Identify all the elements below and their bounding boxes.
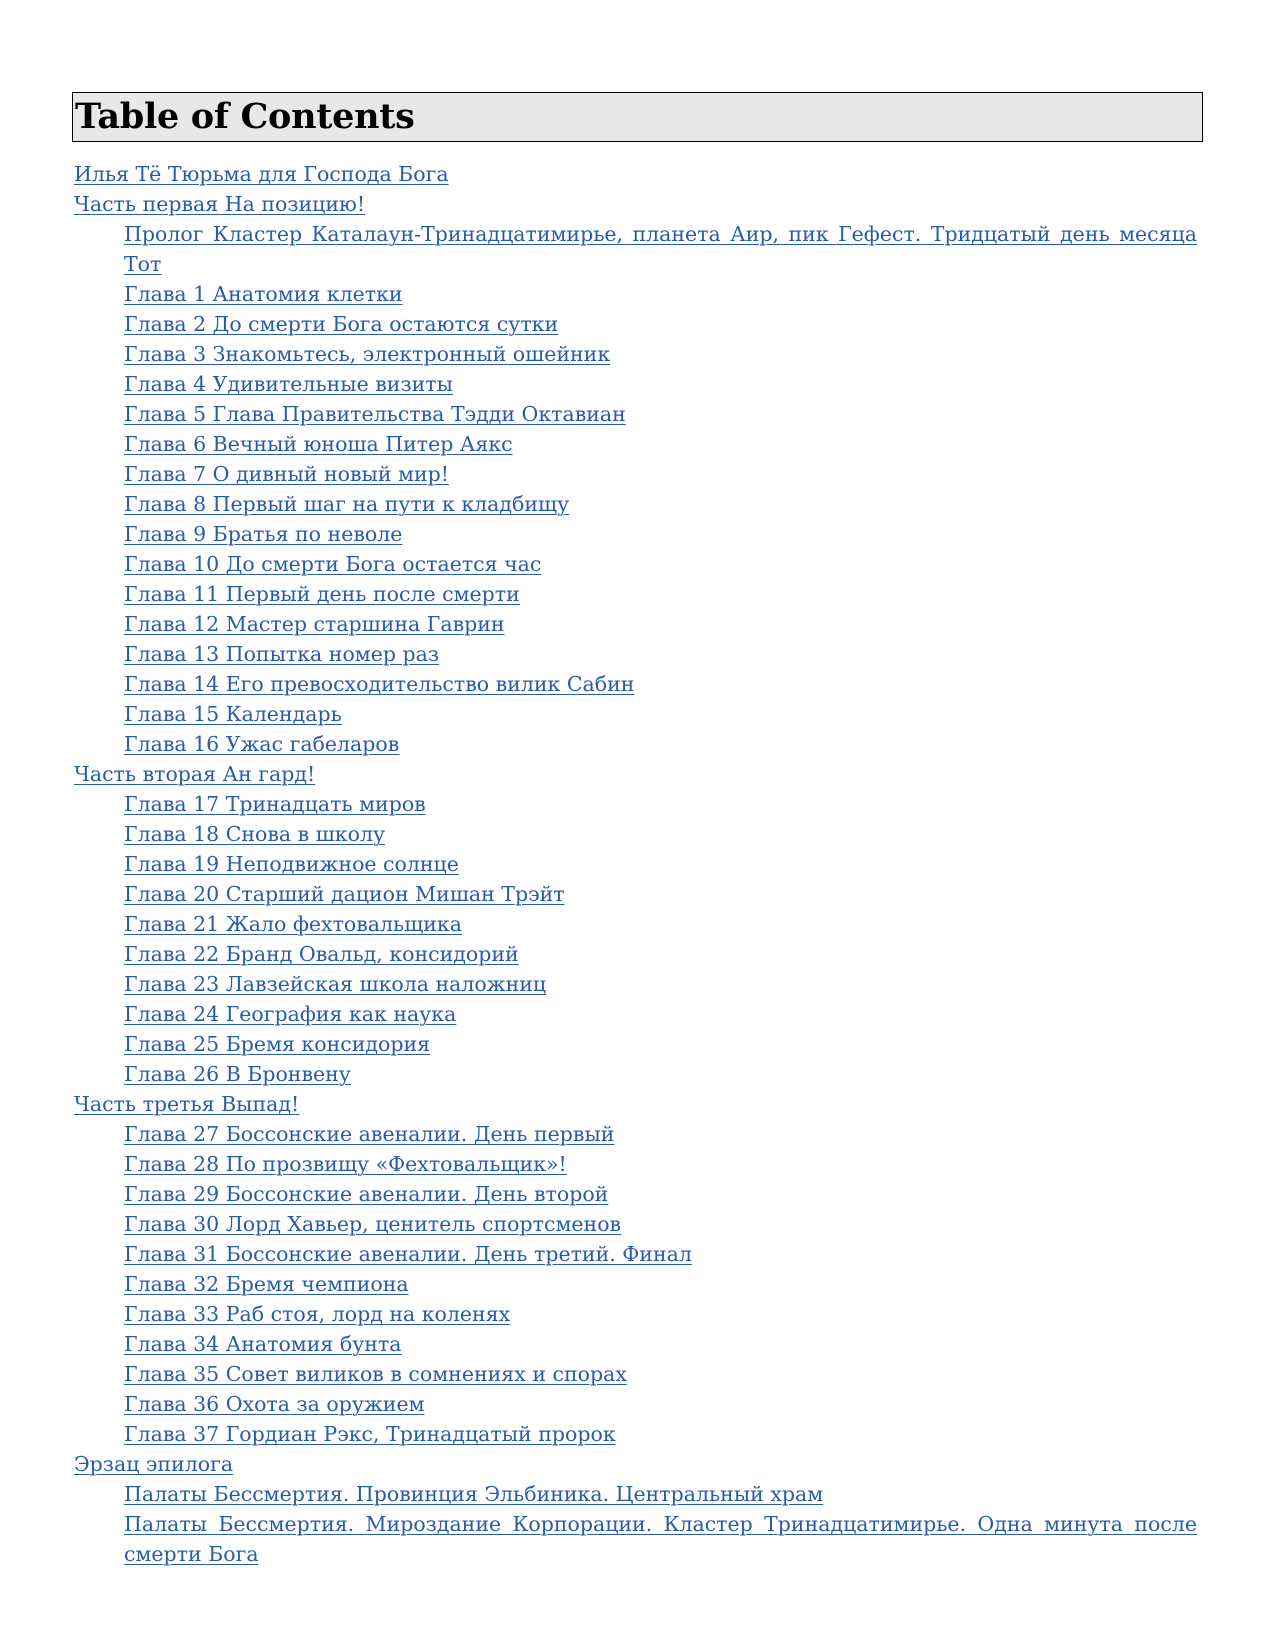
toc-chapter-entry	[72, 1389, 1203, 1419]
toc-chapter-entry	[72, 1299, 1203, 1329]
toc-chapter-entry	[72, 459, 1203, 489]
toc-part-entry	[72, 1089, 1203, 1119]
toc-chapter-link[interactable]: Глава 11 Первый день после смерти	[124, 582, 520, 606]
toc-chapter-link[interactable]: Глава 34 Анатомия бунта	[124, 1332, 402, 1356]
toc-chapter-entry	[72, 909, 1203, 939]
toc-title: Table of Contents	[75, 96, 415, 137]
toc-chapter-entry	[72, 1269, 1203, 1299]
toc-chapter-link[interactable]: Глава 7 О дивный новый мир!	[124, 462, 449, 486]
toc-chapter-link[interactable]: Глава 5 Глава Правительства Тэдди Октавиан	[124, 402, 626, 426]
toc-chapter-link[interactable]: Глава 18 Снова в школу	[124, 822, 386, 846]
toc-chapter-link[interactable]: Палаты Бессмертия. Мироздание Корпорации. Кластер Тринадцатимирье. Одна минута после смерти Бога	[124, 1512, 1197, 1566]
toc-chapter-entry	[72, 1179, 1203, 1209]
toc-chapter-entry	[72, 969, 1203, 999]
toc-chapter-link[interactable]: Глава 15 Календарь	[124, 702, 342, 726]
toc-chapter-entry	[72, 489, 1203, 519]
toc-chapter-link[interactable]: Глава 10 До смерти Бога остается час	[124, 552, 542, 576]
toc-chapter-entry	[72, 1329, 1203, 1359]
toc-part-link[interactable]: Часть третья Выпад!	[74, 1092, 300, 1116]
toc-chapter-entry	[72, 669, 1203, 699]
document-page	[72, 92, 1203, 1569]
toc-chapter-entry	[72, 1209, 1203, 1239]
toc-chapter-entry	[72, 879, 1203, 909]
toc-chapter-link[interactable]: Глава 33 Раб стоя, лорд на коленях	[124, 1302, 511, 1326]
toc-chapter-link[interactable]: Пролог Кластер Каталаун-Тринадцатимирье, планета Аир, пик Гефест. Тридцатый день месяца Тот	[124, 222, 1197, 276]
toc-chapter-entry	[72, 1359, 1203, 1389]
toc-chapter-entry	[72, 429, 1203, 459]
toc-chapter-link[interactable]: Глава 9 Братья по неволе	[124, 522, 403, 546]
toc-part-entry	[72, 759, 1203, 789]
toc-chapter-entry	[72, 729, 1203, 759]
toc-chapter-entry	[72, 399, 1203, 429]
toc-chapter-entry	[72, 519, 1203, 549]
toc-chapter-entry	[72, 219, 1203, 279]
toc-chapter-entry	[72, 1119, 1203, 1149]
toc-chapter-entry	[72, 999, 1203, 1029]
toc-chapter-link[interactable]: Глава 24 География как наука	[124, 1002, 457, 1026]
toc-chapter-entry	[72, 1479, 1203, 1509]
toc-chapter-entry	[72, 579, 1203, 609]
toc-chapter-link[interactable]: Глава 4 Удивительные визиты	[124, 372, 453, 396]
toc-chapter-link[interactable]: Глава 17 Тринадцать миров	[124, 792, 426, 816]
toc-chapter-link[interactable]: Глава 6 Вечный юноша Питер Аякс	[124, 432, 513, 456]
toc-chapter-link[interactable]: Глава 32 Бремя чемпиона	[124, 1272, 409, 1296]
toc-chapter-entry	[72, 639, 1203, 669]
toc-chapter-link[interactable]: Глава 16 Ужас габеларов	[124, 732, 400, 756]
toc-chapter-link[interactable]: Глава 29 Боссонские авеналии. День второй	[124, 1182, 609, 1206]
toc-chapter-entry	[72, 609, 1203, 639]
toc-chapter-entry	[72, 939, 1203, 969]
toc-chapter-link[interactable]: Глава 26 В Бронвену	[124, 1062, 351, 1086]
toc-chapter-entry	[72, 279, 1203, 309]
toc-chapter-link[interactable]: Глава 12 Мастер старшина Гаврин	[124, 612, 505, 636]
toc-chapter-entry	[72, 1419, 1203, 1449]
toc-chapter-link[interactable]: Глава 27 Боссонские авеналии. День первый	[124, 1122, 615, 1146]
toc-chapter-entry	[72, 369, 1203, 399]
toc-chapter-link[interactable]: Глава 36 Охота за оружием	[124, 1392, 425, 1416]
toc-chapter-entry	[72, 1509, 1203, 1569]
toc-header	[72, 92, 1203, 142]
toc-chapter-link[interactable]: Глава 1 Анатомия клетки	[124, 282, 403, 306]
toc-chapter-link[interactable]: Глава 20 Старший дацион Мишан Трэйт	[124, 882, 565, 906]
toc-chapter-entry	[72, 819, 1203, 849]
toc-chapter-entry	[72, 549, 1203, 579]
toc-chapter-entry	[72, 789, 1203, 819]
toc-chapter-link[interactable]: Глава 2 До смерти Бога остаются сутки	[124, 312, 559, 336]
toc-part-entry	[72, 159, 1203, 189]
toc-chapter-entry	[72, 699, 1203, 729]
toc-part-entry	[72, 189, 1203, 219]
toc-chapter-entry	[72, 1029, 1203, 1059]
toc-chapter-link[interactable]: Глава 14 Его превосходительство вилик Сабин	[124, 672, 635, 696]
toc-chapter-entry	[72, 849, 1203, 879]
toc-part-link[interactable]: Илья Тё Тюрьма для Господа Бога	[74, 162, 449, 186]
toc-chapter-link[interactable]: Глава 21 Жало фехтовальщика	[124, 912, 462, 936]
toc-chapter-entry	[72, 339, 1203, 369]
toc-chapter-link[interactable]: Глава 31 Боссонские авеналии. День третий. Финал	[124, 1242, 692, 1266]
toc-chapter-link[interactable]: Глава 28 По прозвищу «Фехтовальщик»!	[124, 1152, 567, 1176]
toc-chapter-link[interactable]: Глава 19 Неподвижное солнце	[124, 852, 459, 876]
toc-chapter-link[interactable]: Палаты Бессмертия. Провинция Эльбиника. Центральный храм	[124, 1482, 824, 1506]
toc-chapter-link[interactable]: Глава 30 Лорд Хавьер, ценитель спортсменов	[124, 1212, 622, 1236]
toc-chapter-link[interactable]: Глава 35 Совет виликов в сомнениях и спорах	[124, 1362, 627, 1386]
toc-chapter-link[interactable]: Глава 23 Лавзейская школа наложниц	[124, 972, 547, 996]
toc-chapter-entry	[72, 1149, 1203, 1179]
toc-chapter-link[interactable]: Глава 37 Гордиан Рэкс, Тринадцатый пророк	[124, 1422, 616, 1446]
toc-chapter-entry	[72, 309, 1203, 339]
toc-chapter-link[interactable]: Глава 8 Первый шаг на пути к кладбищу	[124, 492, 570, 516]
toc-chapter-entry	[72, 1239, 1203, 1269]
toc-chapter-link[interactable]: Глава 25 Бремя консидория	[124, 1032, 431, 1056]
toc-chapter-entry	[72, 1059, 1203, 1089]
toc-part-link[interactable]: Часть первая На позицию!	[74, 192, 366, 216]
toc-part-link[interactable]: Часть вторая Ан гард!	[74, 762, 316, 786]
toc-part-entry	[72, 1449, 1203, 1479]
toc-list	[72, 159, 1203, 1569]
toc-chapter-link[interactable]: Глава 3 Знакомьтесь, электронный ошейник	[124, 342, 611, 366]
toc-part-link[interactable]: Эрзац эпилога	[74, 1452, 234, 1476]
toc-chapter-link[interactable]: Глава 22 Бранд Овальд, консидорий	[124, 942, 519, 966]
toc-chapter-link[interactable]: Глава 13 Попытка номер раз	[124, 642, 440, 666]
